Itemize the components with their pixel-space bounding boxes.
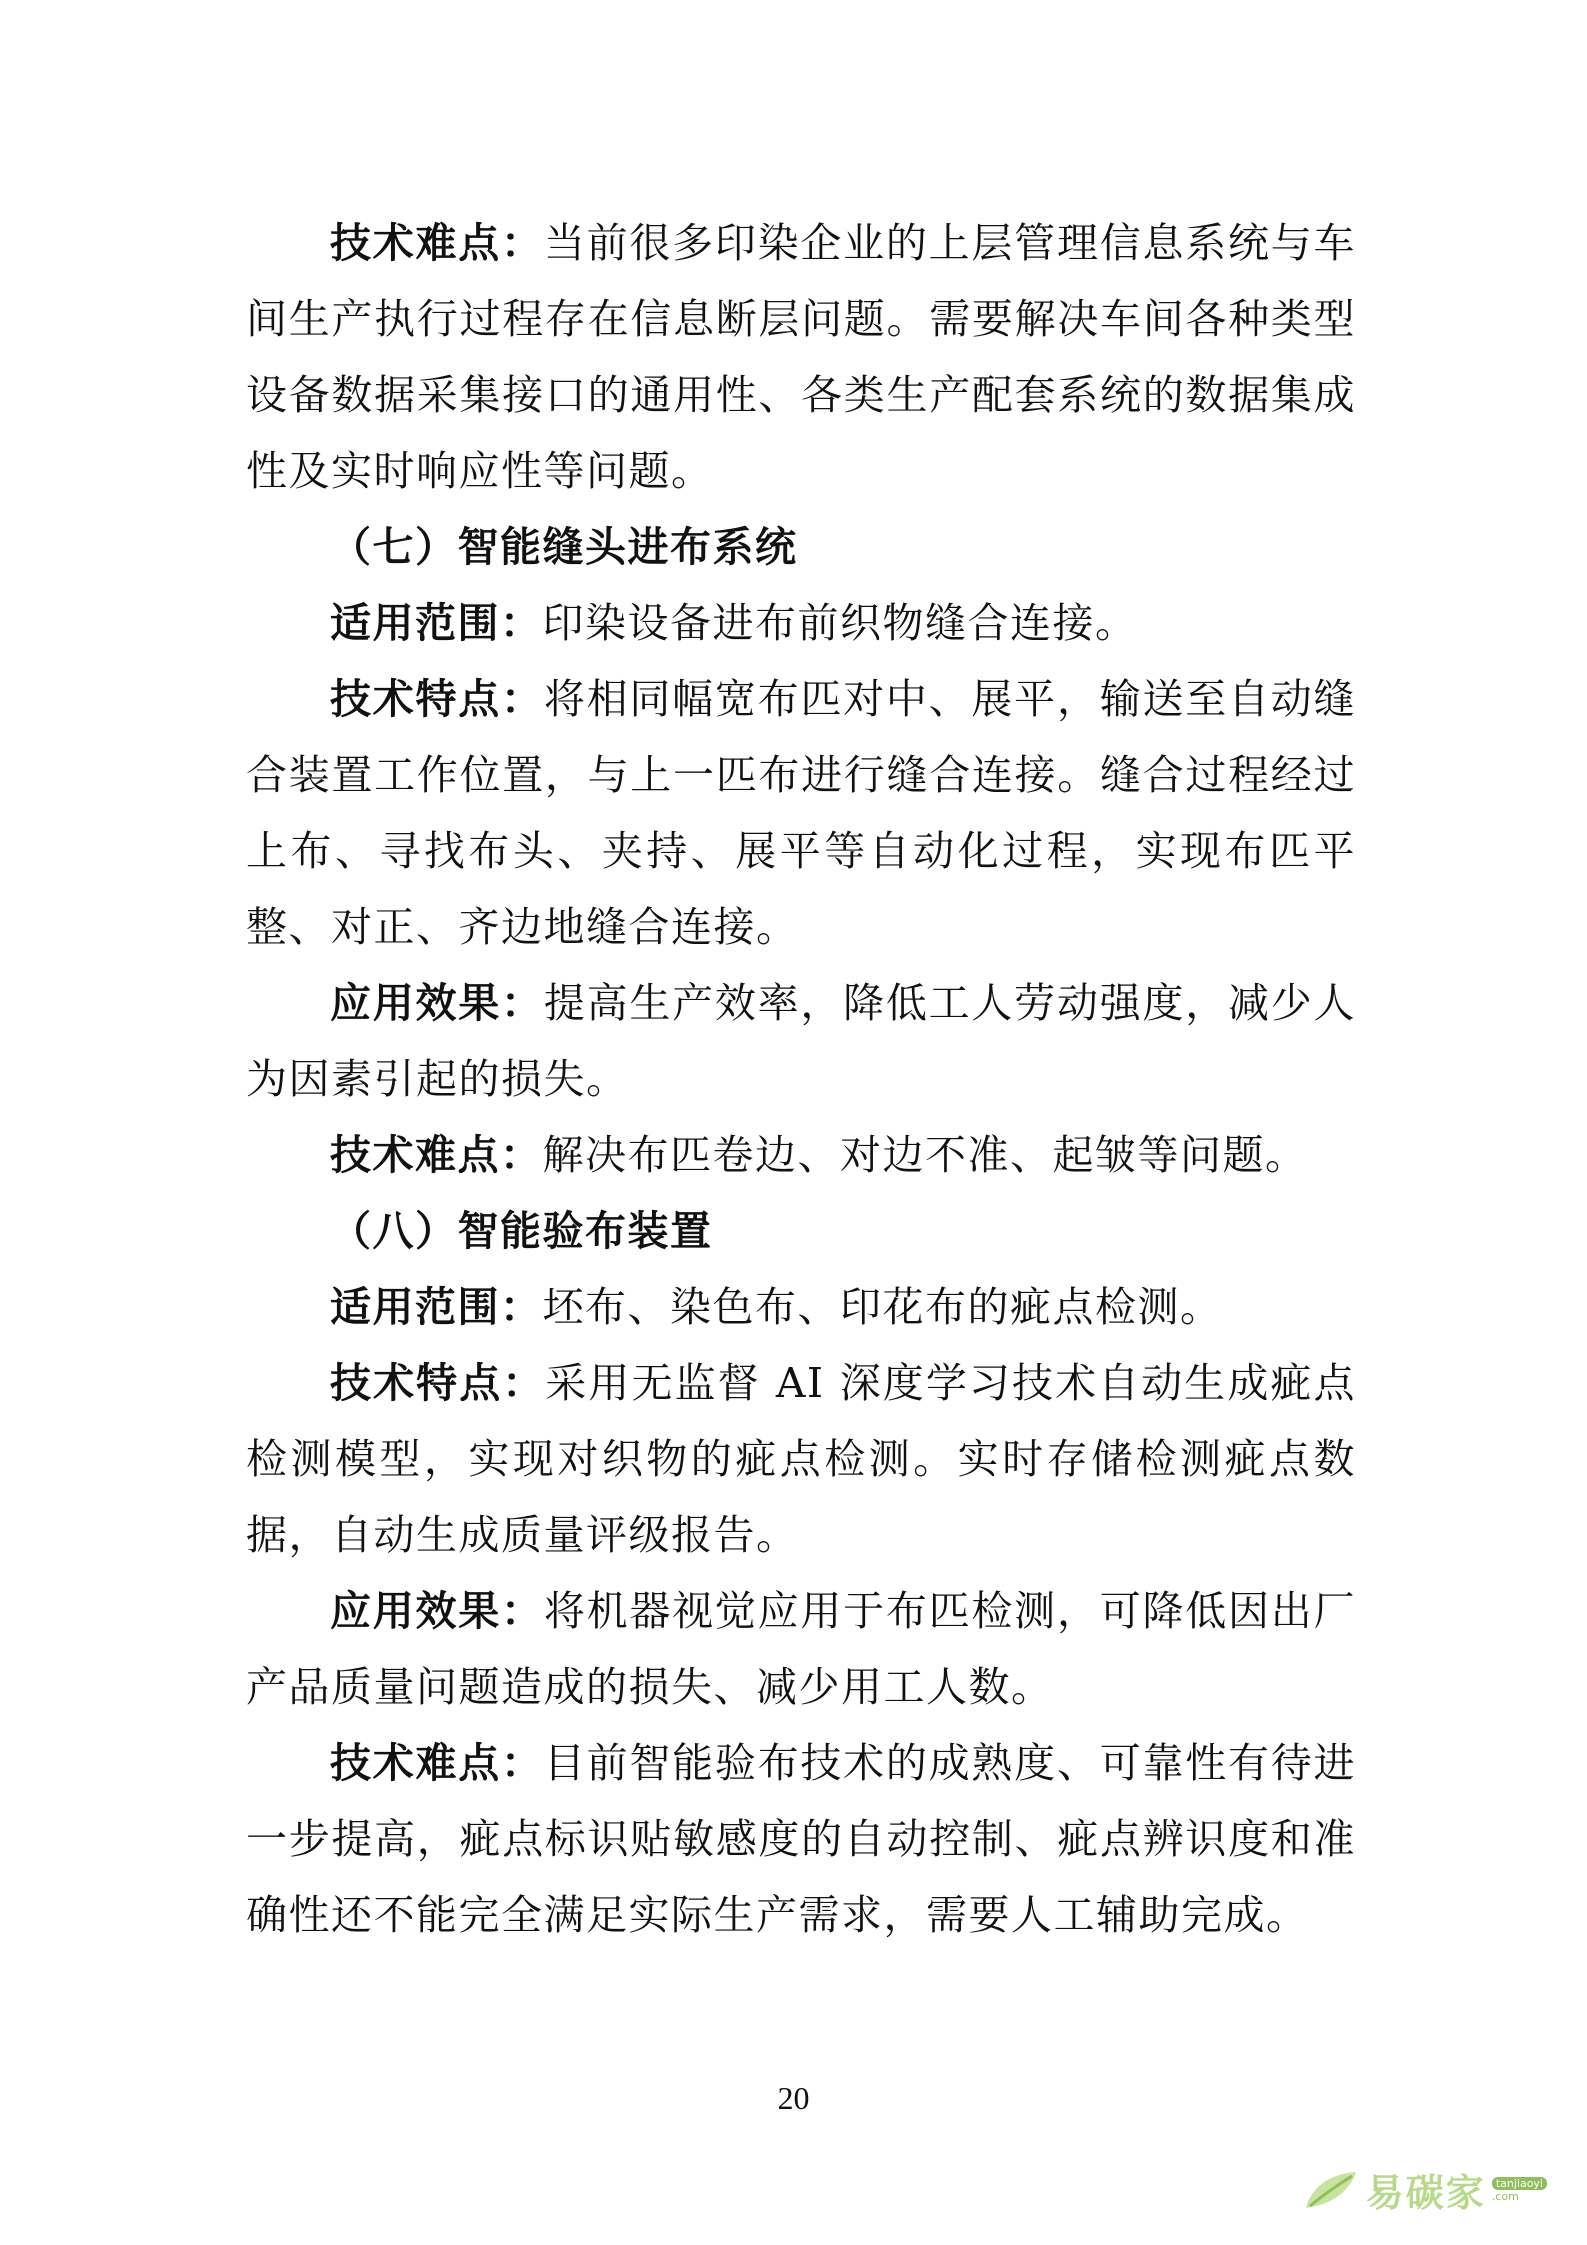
leaf-logo-icon	[1302, 2168, 1360, 2212]
paragraph-lead: 技术特点：	[330, 1359, 546, 1407]
watermark-brand: 易碳家	[1365, 2171, 1486, 2215]
paragraph-lead: 适用范围：	[330, 599, 543, 647]
paragraph-text: 目前智能验布技术的成熟度、可靠性有待进一步提高，疵点标识贴敏感度的自动控制、疵点辨识度和准确性还不能完全满足实际生产需求，需要人工辅助完成。	[246, 1739, 1357, 1939]
paragraph-scope-8	[246, 1269, 1356, 1345]
paragraph-lead: 应用效果：	[330, 1587, 544, 1635]
paragraph-lead: 技术特点：	[330, 675, 544, 723]
paragraph-features-8	[246, 1345, 1356, 1573]
paragraph-text: 印染设备进布前织物缝合连接。	[542, 599, 1138, 647]
paragraph-text: 当前很多印染企业的上层管理信息系统与车间生产执行过程存在信息断层问题。需要解决车间各种类型设备数据采集接口的通用性、各类生产配套系统的数据集成性及实时响应性等问题。	[246, 219, 1357, 495]
paragraph-difficulty-info	[246, 205, 1356, 509]
paragraph-difficulty-8	[246, 1725, 1356, 1953]
paragraph-text: 将机器视觉应用于布匹检测，可降低因出厂产品质量问题造成的损失、减少用工人数。	[246, 1587, 1357, 1711]
paragraph-scope-7	[246, 585, 1356, 661]
paragraph-lead: 技术难点：	[330, 219, 544, 267]
paragraph-text: 解决布匹卷边、对边不准、起皱等问题。	[542, 1131, 1308, 1179]
section-heading-7: （七）智能缝头进布系统	[330, 523, 798, 571]
watermark-domain	[1492, 2177, 1547, 2203]
paragraph-text: 提高生产效率，降低工人劳动强度，减少人为因素引起的损失。	[246, 979, 1357, 1103]
paragraph-lead: 应用效果：	[330, 979, 544, 1027]
paragraph-text: 将相同幅宽布匹对中、展平，输送至自动缝合装置工作位置，与上一匹布进行缝合连接。缝合过程经过上布、寻找布头、夹持、展平等自动化过程，实现布匹平整、对正、齐边地缝合连接。	[246, 675, 1357, 951]
section-heading-8: （八）智能验布装置	[330, 1207, 713, 1255]
paragraph-difficulty-7	[246, 1117, 1356, 1193]
paragraph-lead: 适用范围：	[330, 1283, 543, 1331]
paragraph-effect-7	[246, 965, 1356, 1117]
watermark-logo	[1302, 2162, 1547, 2217]
document-body	[246, 205, 1356, 1953]
paragraph-lead: 技术难点：	[330, 1131, 543, 1179]
watermark-pinyin: tanjiaoyi	[1492, 2177, 1547, 2190]
page-number: 20	[777, 2080, 810, 2116]
paragraph-text: 采用无监督 AI 深度学习技术自动生成疵点检测模型，实现对织物的疵点检测。实时存储检测疵点数据，自动生成质量评级报告。	[246, 1359, 1356, 1559]
paragraph-features-7	[246, 661, 1356, 965]
watermark-tld: .com	[1491, 2189, 1519, 2203]
paragraph-effect-8	[246, 1573, 1356, 1725]
paragraph-lead: 技术难点：	[330, 1739, 544, 1787]
paragraph-text: 坯布、染色布、印花布的疵点检测。	[542, 1283, 1223, 1331]
